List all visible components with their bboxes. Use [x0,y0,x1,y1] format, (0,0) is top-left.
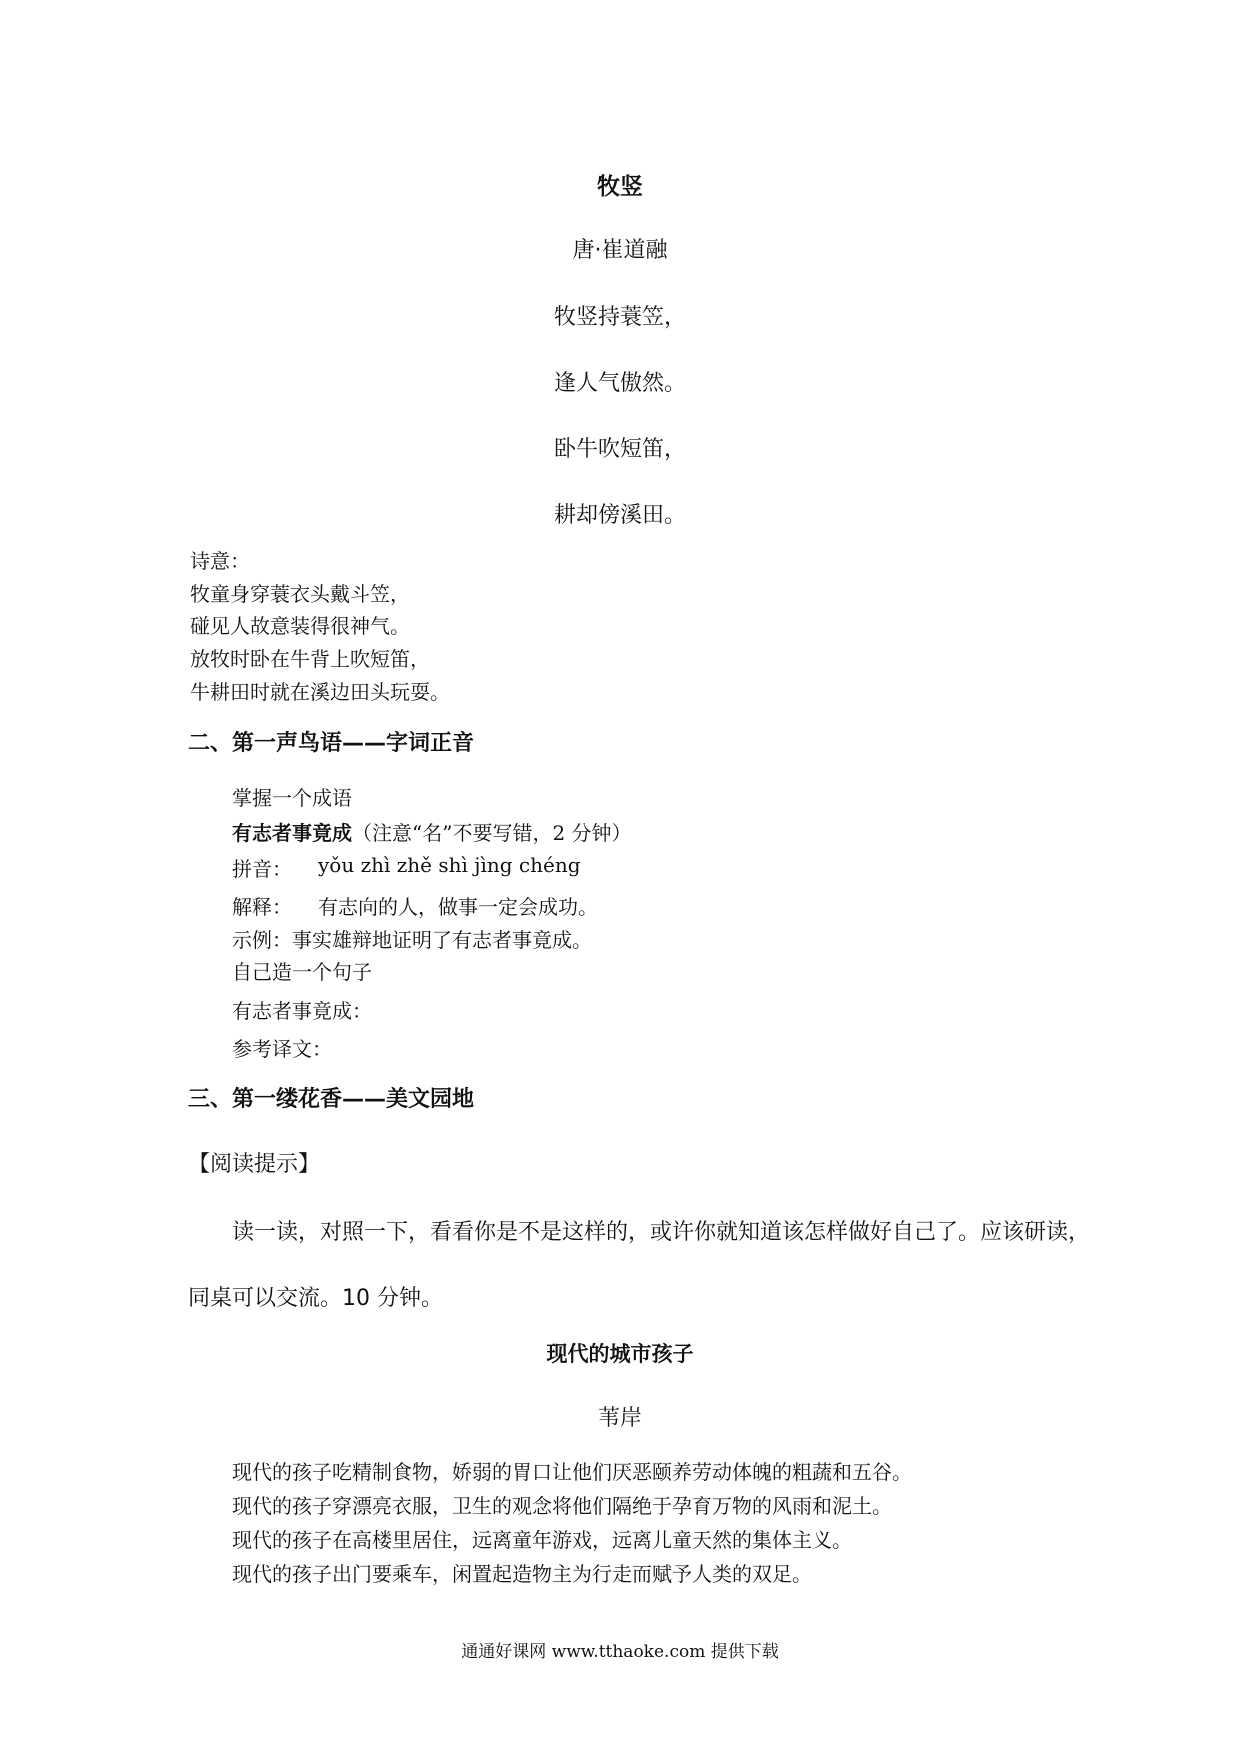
article-paragraph: 现代的孩子穿漂亮衣服，卫生的观念将他们隔绝于孕育万物的风雨和泥土。 [232,1494,892,1518]
page-footer: 通通好课网 www.tthaoke.com 提供下载 [461,1642,779,1662]
pinyin-value: yǒu zhì zhě shì jìng chéng [318,853,581,877]
reading-tip-line: 读一读，对照一下，看看你是不是这样的，或许你就知道该怎样做好自己了。应该研读， [232,1220,1091,1245]
explain-label: 解释： [232,895,292,919]
translation-line: 放牧时卧在牛背上吹短笛， [190,647,430,671]
translation-label: 诗意： [190,549,250,573]
section2-heading: 二、第一声鸟语——字词正音 [188,731,475,756]
explain-value: 有志向的人，做事一定会成功。 [318,895,598,919]
idiom-note: （注意“名”不要写错，2 分钟） [352,821,632,845]
poem-line: 卧牛吹短笛， [553,437,686,462]
reference-label: 参考译文： [232,1037,332,1061]
article-paragraph: 现代的孩子在高楼里居住，远离童年游戏，远离儿童天然的集体主义。 [232,1528,852,1552]
translation-line: 牧童身穿蓑衣头戴斗笠， [190,582,410,606]
poem-author: 唐·崔道融 [572,238,668,263]
reading-tip-line: 同桌可以交流。10 分钟。 [188,1286,443,1311]
idiom: 有志者事竟成 [232,821,352,845]
sentence-label: 有志者事竟成： [232,999,372,1023]
translation-line: 碰见人故意装得很神气。 [190,614,410,638]
poem-line: 耕却傍溪田。 [553,503,686,528]
idiom-line [232,817,632,846]
example-line: 示例：事实雄辩地证明了有志者事竟成。 [232,928,592,952]
article-paragraph: 现代的孩子吃精制食物，娇弱的胃口让他们厌恶颐养劳动体魄的粗蔬和五谷。 [232,1460,912,1484]
poem-line: 逢人气傲然。 [553,371,686,396]
article-title: 现代的城市孩子 [546,1342,694,1366]
reading-tip-label: 【阅读提示】 [188,1152,321,1177]
poem-line: 牧竖持蓑笠， [553,305,686,330]
article-paragraph: 现代的孩子出门要乘车，闲置起造物主为行走而赋予人类的双足。 [232,1562,812,1586]
article-author: 苇岸 [597,1406,642,1431]
poem-title: 牧竖 [597,174,643,200]
make-sentence-line: 自己造一个句子 [232,960,372,984]
section2-intro: 掌握一个成语 [232,786,352,810]
section3-heading: 三、第一缕花香——美文园地 [188,1087,475,1112]
translation-line: 牛耕田时就在溪边田头玩耍。 [190,680,450,704]
pinyin-label: 拼音： [232,857,292,881]
